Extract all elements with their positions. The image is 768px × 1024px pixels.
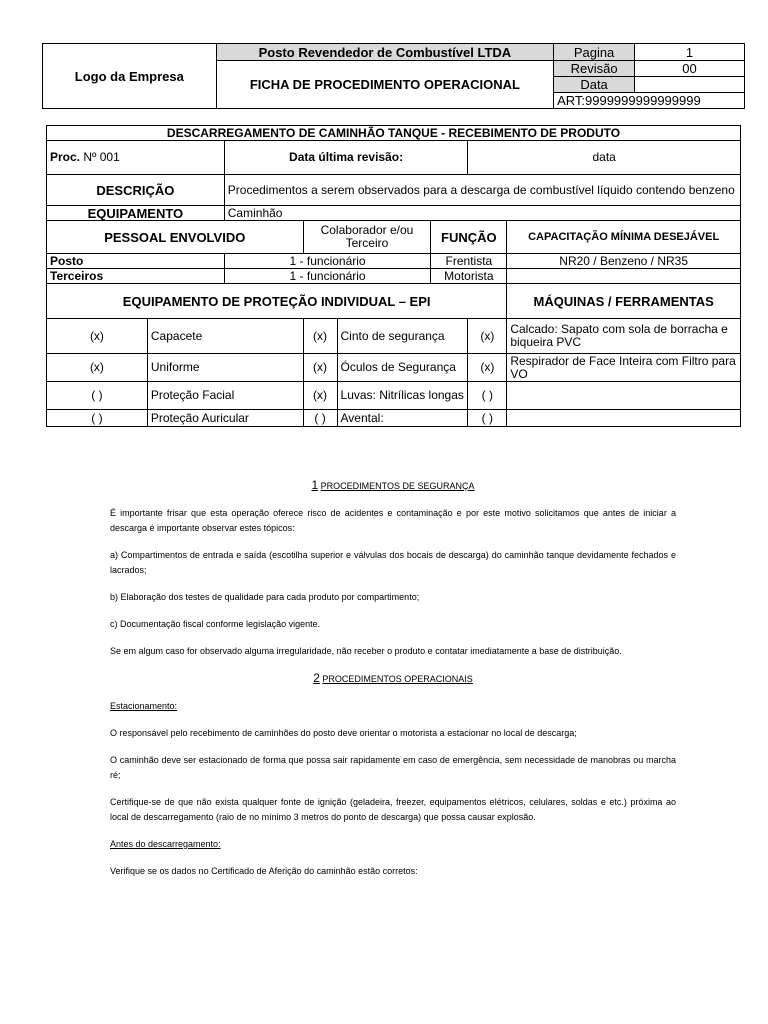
paragraph: b) Elaboração dos testes de qualidade para cada produto por compartimento; — [110, 592, 420, 602]
epi-item: Capacete — [147, 319, 303, 354]
section-number: 2 — [313, 671, 320, 685]
revision-label: Revisão — [554, 61, 635, 77]
page-value: 1 — [635, 44, 745, 61]
epi-item: Avental: — [337, 410, 468, 427]
paragraph: Certifique-se de que não exista qualquer fonte de ignição (geladeira, freezer, equipamentos elétricos, celulares, soldas e etc.) próxima ao local de descarregamento (raio de no mínimo 3 metros do ponto de descarga) que possa causar explosão. — [110, 797, 676, 822]
proc-value: Nº 001 — [83, 150, 120, 164]
epi-row — [47, 382, 741, 410]
epi-row — [47, 319, 741, 354]
epi-mark: ( ) — [47, 382, 148, 410]
last-revision-label: Data última revisão: — [224, 141, 468, 175]
date-label: Data — [554, 77, 635, 93]
capacitation-label: CAPACITAÇÃO MÍNIMA DESEJÁVEL — [507, 221, 741, 254]
personnel-capacitation — [507, 269, 741, 284]
section-title: PROCEDIMENTOS OPERACIONAIS — [322, 674, 473, 684]
page-label: Pagina — [554, 44, 635, 61]
paragraph: c) Documentação fiscal conforme legislação vigente. — [110, 619, 321, 629]
paragraph: É importante frisar que esta operação oferece risco de acidentes e contaminação e por este motivo solicitamos que antes de iniciar a descarga é importante observar estes tópicos: — [110, 508, 676, 533]
section-number: 1 — [311, 478, 319, 492]
function-label: FUNÇÃO — [431, 221, 507, 254]
epi-mark: (x) — [303, 354, 337, 382]
subheading: Estacionamento: — [110, 701, 178, 711]
proc-label: Proc. — [50, 150, 81, 164]
epi-row — [47, 410, 741, 427]
art-number: ART:9999999999999999 — [554, 93, 745, 109]
epi-item — [507, 382, 741, 410]
personnel-row — [47, 254, 741, 269]
section-heading — [110, 478, 676, 494]
document-title: FICHA DE PROCEDIMENTO OPERACIONAL — [216, 61, 553, 109]
paragraph: O responsável pelo recebimento de caminhões do posto deve orientar o motorista a estacionar no local de descarga; — [110, 728, 577, 738]
personnel-who: Terceiros — [47, 269, 225, 284]
equipment-value: Caminhão — [224, 206, 740, 221]
form-title: DESCARREGAMENTO DE CAMINHÃO TANQUE - RECEBIMENTO DE PRODUTO — [47, 126, 741, 141]
revision-value: 00 — [635, 61, 745, 77]
equipment-label: EQUIPAMENTO — [47, 206, 225, 221]
paragraph: a) Compartimentos de entrada e saída (escotilha superior e válvulas dos bocais de descarga) do caminhão tanque devidamente fechados e lacrados; — [110, 550, 676, 575]
document-header — [42, 43, 745, 109]
epi-mark: ( ) — [468, 382, 507, 410]
last-revision-value: data — [468, 141, 741, 175]
epi-row — [47, 354, 741, 382]
proc-number — [47, 141, 225, 175]
description-value: Procedimentos a serem observados para a descarga de combustível líquido contendo benzeno — [224, 175, 740, 206]
epi-item: Proteção Facial — [147, 382, 303, 410]
personnel-capacitation: NR20 / Benzeno / NR35 — [507, 254, 741, 269]
epi-item: Óculos de Segurança — [337, 354, 468, 382]
epi-mark: ( ) — [468, 410, 507, 427]
company-name: Posto Revendedor de Combustível LTDA — [216, 44, 553, 61]
description-label: DESCRIÇÃO — [47, 175, 225, 206]
paragraph: Se em algum caso for observado alguma irregularidade, não receber o produto e contatar imediatamente a base de distribuição. — [110, 646, 622, 656]
personnel-who: Posto — [47, 254, 225, 269]
epi-mark: (x) — [47, 354, 148, 382]
epi-mark: ( ) — [303, 410, 337, 427]
epi-item: Luvas: Nitrílicas longas — [337, 382, 468, 410]
epi-item: Calcado: Sapato com sola de borracha e biqueira PVC — [507, 319, 741, 354]
logo-placeholder: Logo da Empresa — [43, 44, 217, 109]
epi-mark: (x) — [468, 354, 507, 382]
personnel-count: 1 - funcionário — [224, 269, 431, 284]
epi-item: Proteção Auricular — [147, 410, 303, 427]
epi-mark: (x) — [303, 382, 337, 410]
section-heading — [110, 671, 676, 687]
personnel-row — [47, 269, 741, 284]
personnel-function: Frentista — [431, 254, 507, 269]
epi-mark: (x) — [468, 319, 507, 354]
paragraph: Verifique se os dados no Certificado de Aferição do caminhão estão corretos: — [110, 866, 418, 876]
subheading: Antes do descarregamento: — [110, 839, 221, 849]
personnel-count: 1 - funcionário — [224, 254, 431, 269]
epi-item: Uniforme — [147, 354, 303, 382]
epi-mark: (x) — [303, 319, 337, 354]
epi-mark: ( ) — [47, 410, 148, 427]
epi-item: Respirador de Face Inteira com Filtro para VO — [507, 354, 741, 382]
epi-item: Cinto de segurança — [337, 319, 468, 354]
epi-mark: (x) — [47, 319, 148, 354]
personnel-label: PESSOAL ENVOLVIDO — [47, 221, 304, 254]
epi-label: EQUIPAMENTO DE PROTEÇÃO INDIVIDUAL – EPI — [47, 284, 507, 319]
procedure-form — [46, 125, 741, 427]
section-title: PROCEDIMENTOS DE SEGURANÇA — [320, 481, 475, 491]
epi-item — [507, 410, 741, 427]
personnel-value: Colaborador e/ou Terceiro — [303, 221, 431, 254]
date-value — [635, 77, 745, 93]
tools-label: MÁQUINAS / FERRAMENTAS — [507, 284, 741, 319]
personnel-function: Motorista — [431, 269, 507, 284]
document-body — [110, 478, 676, 891]
paragraph: O caminhão deve ser estacionado de forma que possa sair rapidamente em caso de emergência, sem necessidade de manobras ou marcha ré; — [110, 755, 676, 780]
